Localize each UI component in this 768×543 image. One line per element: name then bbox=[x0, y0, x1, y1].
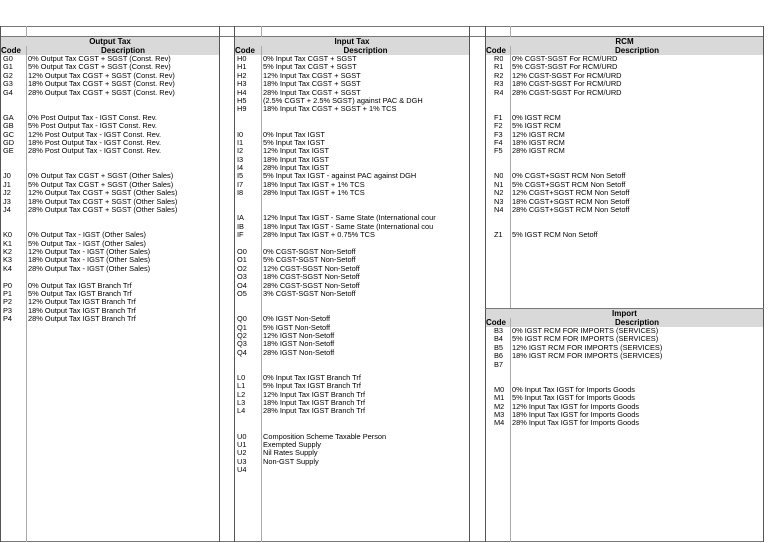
tax-code bbox=[237, 424, 247, 432]
col-border bbox=[510, 26, 511, 542]
tax-code: O3 bbox=[237, 273, 247, 282]
tax-code: O4 bbox=[237, 281, 247, 290]
tax-code: F2 bbox=[494, 122, 503, 131]
tax-description: 28% Output Tax IGST Branch Trf bbox=[28, 315, 136, 324]
tax-code: K0 bbox=[3, 231, 13, 240]
tax-code: U0 bbox=[237, 432, 247, 441]
tax-code bbox=[237, 365, 247, 373]
input-tax-title: Input Tax bbox=[235, 37, 469, 46]
tax-description: 12% Post Output Tax - IGST Const. Rev. bbox=[28, 130, 162, 139]
tax-code: N2 bbox=[494, 189, 504, 198]
tax-code: I3 bbox=[237, 155, 244, 164]
tax-description: 5% Input Tax IGST for Imports Goods bbox=[512, 394, 635, 403]
tax-description: 18% IGST RCM FOR IMPORTS (SERVICES) bbox=[512, 352, 663, 361]
tax-code: L0 bbox=[237, 373, 246, 382]
tax-code: F1 bbox=[494, 113, 503, 122]
tax-description: 12% CGST-SGST Non-Setoff bbox=[263, 264, 360, 273]
tax-code: Q0 bbox=[237, 315, 247, 324]
tax-code: J2 bbox=[3, 189, 11, 198]
tax-code: H1 bbox=[237, 63, 247, 72]
tax-description: 28% CGST-SGST Non-Setoff bbox=[263, 281, 360, 290]
tax-description bbox=[263, 114, 468, 122]
tax-description bbox=[263, 424, 468, 432]
rcm-code-header: Code bbox=[486, 46, 510, 55]
tax-description: 0% IGST RCM bbox=[512, 113, 561, 122]
tax-code bbox=[3, 105, 14, 113]
tax-description: 12% Input Tax IGST Branch Trf bbox=[263, 390, 366, 399]
tax-code: M2 bbox=[494, 402, 505, 411]
col-border bbox=[469, 26, 470, 542]
tax-code: I7 bbox=[237, 180, 244, 189]
tax-code: U1 bbox=[237, 440, 247, 449]
tax-description bbox=[512, 97, 762, 105]
tax-description: 0% Output Tax CGST + SGST (Const. Rev) bbox=[28, 55, 171, 63]
tax-description: 5% IGST RCM bbox=[512, 122, 561, 131]
tax-description: 5% IGST RCM Non Setoff bbox=[512, 231, 598, 240]
tax-code: Q4 bbox=[237, 348, 247, 357]
tax-description: 28% Output Tax CGST + SGST (Other Sales) bbox=[28, 206, 178, 215]
tax-code: P0 bbox=[3, 281, 13, 290]
tax-description: 0% Input Tax IGST for Imports Goods bbox=[512, 385, 635, 394]
tax-code bbox=[237, 240, 247, 248]
tax-code: P1 bbox=[3, 289, 13, 298]
tax-description: 28% Input Tax IGST for Imports Goods bbox=[512, 419, 640, 428]
tax-code: IB bbox=[237, 222, 244, 231]
rcm-title: RCM bbox=[486, 37, 763, 46]
col-border bbox=[26, 26, 27, 542]
tax-description: 18% IGST Non-Setoff bbox=[263, 340, 335, 349]
tax-description: 18% Input Tax CGST + SGST + 1% TCS bbox=[263, 105, 397, 114]
tax-code: R3 bbox=[494, 80, 504, 89]
tax-code: I5 bbox=[237, 172, 244, 181]
tax-description: 0% IGST RCM FOR IMPORTS (SERVICES) bbox=[512, 327, 659, 335]
tax-description: 12% Output Tax CGST + SGST (Const. Rev) bbox=[28, 71, 175, 80]
tax-description: Non-GST Supply bbox=[263, 457, 319, 466]
tax-description: 0% Output Tax IGST Branch Trf bbox=[28, 281, 132, 290]
tax-description: 5% IGST RCM FOR IMPORTS (SERVICES) bbox=[512, 335, 659, 344]
tax-description: 18% Output Tax CGST + SGST (Other Sales) bbox=[28, 197, 178, 206]
tax-code: GC bbox=[3, 130, 15, 139]
tax-description: (2.5% CGST + 2.5% SGST) against PAC & DGH bbox=[263, 96, 423, 105]
tax-description: 18% Output Tax CGST + SGST (Const. Rev) bbox=[28, 80, 175, 89]
tax-description: 12% Input Tax IGST for Imports Goods bbox=[512, 402, 640, 411]
tax-description: 0% Input Tax IGST bbox=[263, 130, 325, 139]
tax-code: L4 bbox=[237, 407, 246, 416]
tax-code: IA bbox=[237, 214, 244, 223]
tax-description: 0% Output Tax - IGST (Other Sales) bbox=[28, 231, 147, 240]
tax-description: 28% Post Output Tax - IGST Const. Rev. bbox=[28, 147, 162, 156]
tax-description: 28% Input Tax IGST + 1% TCS bbox=[263, 189, 365, 198]
tax-code: M4 bbox=[494, 419, 505, 428]
tax-code: U2 bbox=[237, 449, 247, 458]
import-desc-header: Description bbox=[511, 318, 763, 327]
tax-code: GB bbox=[3, 122, 14, 131]
tax-code: R1 bbox=[494, 63, 504, 72]
tax-code: B4 bbox=[494, 335, 504, 344]
tax-description: 12% IGST RCM bbox=[512, 130, 565, 139]
tax-code: N3 bbox=[494, 197, 504, 206]
tax-description: 28% Input Tax IGST bbox=[263, 164, 330, 173]
tax-description: 12% IGST Non-Setoff bbox=[263, 331, 335, 340]
tax-description: 28% CGST-SGST For RCM/URD bbox=[512, 88, 622, 97]
tax-code: R0 bbox=[494, 55, 504, 63]
tax-code: P3 bbox=[3, 306, 13, 315]
tax-code: G1 bbox=[3, 63, 13, 72]
tax-description: 28% CGST+SGST RCM Non Setoff bbox=[512, 206, 630, 215]
tax-code: G3 bbox=[3, 80, 13, 89]
tax-description: 28% Input Tax IGST + 0.75% TCS bbox=[263, 231, 375, 240]
tax-code: G0 bbox=[3, 55, 13, 63]
tax-description: 0% Post Output Tax - IGST Const. Rev. bbox=[28, 113, 157, 122]
tax-code: R4 bbox=[494, 88, 504, 97]
tax-code bbox=[3, 223, 14, 231]
output-desc-column bbox=[28, 55, 218, 324]
tax-code: K3 bbox=[3, 256, 13, 265]
tax-description bbox=[28, 273, 218, 281]
tax-description: 18% Input Tax IGST bbox=[263, 155, 330, 164]
tax-description: 12% Input Tax IGST - Same State (International cour bbox=[263, 214, 436, 223]
tax-code: GD bbox=[3, 138, 15, 147]
input-code-header: Code bbox=[235, 46, 261, 55]
tax-description: 5% Input Tax IGST Branch Trf bbox=[263, 382, 361, 391]
tax-code bbox=[237, 114, 247, 122]
tax-description: 0% CGST+SGST RCM Non Setoff bbox=[512, 172, 626, 181]
tax-description: 3% CGST-SGST Non-Setoff bbox=[263, 289, 356, 298]
tax-description: 5% Output Tax CGST + SGST (Other Sales) bbox=[28, 180, 174, 189]
tax-description bbox=[263, 307, 468, 315]
col-border bbox=[485, 26, 486, 542]
tax-code: I2 bbox=[237, 147, 244, 156]
tax-description bbox=[512, 105, 762, 113]
tax-description: 12% Output Tax - IGST (Other Sales) bbox=[28, 247, 151, 256]
tax-code bbox=[494, 369, 504, 377]
tax-description: 0% Input Tax IGST Branch Trf bbox=[263, 373, 361, 382]
tax-code: B7 bbox=[494, 360, 504, 369]
tax-code: K1 bbox=[3, 239, 13, 248]
input-code-column bbox=[237, 55, 247, 475]
tax-code: B5 bbox=[494, 343, 504, 352]
tax-code: R2 bbox=[494, 71, 504, 80]
tax-code: GE bbox=[3, 147, 14, 156]
tax-description bbox=[512, 361, 762, 369]
tax-code: P4 bbox=[3, 315, 13, 324]
col-border bbox=[261, 26, 262, 542]
tax-code: L2 bbox=[237, 390, 246, 399]
tax-code bbox=[494, 377, 504, 385]
tax-description: 5% CGST-SGST For RCM/URD bbox=[512, 63, 618, 72]
tax-description: 12% IGST RCM FOR IMPORTS (SERVICES) bbox=[512, 343, 663, 352]
tax-code: K2 bbox=[3, 247, 13, 256]
tax-description: Exempted Supply bbox=[263, 440, 321, 449]
col-border bbox=[0, 26, 1, 542]
tax-description bbox=[263, 206, 468, 214]
tax-description: 18% Post Output Tax - IGST Const. Rev. bbox=[28, 138, 162, 147]
tax-code: Q3 bbox=[237, 340, 247, 349]
tax-description bbox=[512, 156, 762, 164]
tax-description bbox=[512, 377, 762, 385]
tax-description bbox=[263, 198, 468, 206]
tax-code bbox=[237, 122, 247, 130]
tax-code: H4 bbox=[237, 88, 247, 97]
tax-description: 12% Output Tax CGST + SGST (Other Sales) bbox=[28, 189, 178, 198]
tax-description: 5% Output Tax - IGST (Other Sales) bbox=[28, 239, 147, 248]
tax-code: B3 bbox=[494, 327, 504, 335]
tax-code bbox=[494, 164, 503, 172]
tax-code bbox=[494, 105, 503, 113]
tax-code bbox=[3, 214, 14, 222]
tax-code bbox=[237, 307, 247, 315]
tax-description: 0% Input Tax CGST + SGST bbox=[263, 55, 357, 63]
tax-code bbox=[3, 156, 14, 164]
tax-description: 28% Input Tax IGST Branch Trf bbox=[263, 407, 366, 416]
tax-code: Z1 bbox=[494, 231, 503, 240]
tax-code: IF bbox=[237, 231, 244, 240]
tax-description bbox=[512, 223, 762, 231]
tax-code: H5 bbox=[237, 96, 247, 105]
tax-description bbox=[512, 164, 762, 172]
tax-code: N4 bbox=[494, 206, 504, 215]
tax-description: 12% CGST-SGST For RCM/URD bbox=[512, 71, 622, 80]
tax-code: O1 bbox=[237, 256, 247, 265]
import-code-column bbox=[494, 327, 504, 428]
import-desc-column bbox=[512, 327, 762, 428]
tax-code bbox=[237, 298, 247, 306]
tax-description bbox=[512, 369, 762, 377]
gst-tax-code-sheet bbox=[0, 26, 764, 542]
tax-code: Q1 bbox=[237, 323, 247, 332]
rcm-code-column bbox=[494, 55, 503, 240]
tax-description: 5% Input Tax IGST - against PAC against DGH bbox=[263, 172, 417, 181]
import-code-header: Code bbox=[486, 318, 510, 327]
output-desc-header: Description bbox=[27, 46, 219, 55]
sheet-bottom-border bbox=[0, 541, 764, 542]
tax-description: 5% Output Tax CGST + SGST (Const. Rev) bbox=[28, 63, 171, 72]
tax-code bbox=[494, 223, 503, 231]
input-desc-header: Description bbox=[262, 46, 469, 55]
tax-code: L3 bbox=[237, 399, 246, 408]
output-code-column bbox=[3, 55, 14, 324]
tax-description bbox=[28, 164, 218, 172]
tax-description: 18% CGST-SGST Non-Setoff bbox=[263, 273, 360, 282]
tax-description: 18% Input Tax IGST - Same State (International cou bbox=[263, 222, 434, 231]
tax-code: I8 bbox=[237, 189, 244, 198]
tax-description: 5% IGST Non-Setoff bbox=[263, 323, 331, 332]
tax-code: F5 bbox=[494, 147, 503, 156]
tax-code bbox=[494, 97, 503, 105]
tax-code: B6 bbox=[494, 352, 504, 361]
tax-description bbox=[263, 298, 468, 306]
tax-code: G4 bbox=[3, 88, 13, 97]
tax-description: 0% Output Tax CGST + SGST (Other Sales) bbox=[28, 172, 174, 181]
tax-code: F3 bbox=[494, 130, 503, 139]
tax-code: P2 bbox=[3, 298, 13, 307]
tax-code: L1 bbox=[237, 382, 246, 391]
tax-description: 18% Input Tax IGST Branch Trf bbox=[263, 399, 366, 408]
tax-description: 5% Input Tax IGST bbox=[263, 138, 325, 147]
tax-description: 18% Output Tax IGST Branch Trf bbox=[28, 306, 136, 315]
tax-description: 28% Output Tax CGST + SGST (Const. Rev) bbox=[28, 88, 175, 97]
tax-description: 5% Input Tax CGST + SGST bbox=[263, 63, 357, 72]
tax-description: 18% Input Tax IGST for Imports Goods bbox=[512, 410, 640, 419]
tax-code: H2 bbox=[237, 71, 247, 80]
tax-description: 12% Output Tax IGST Branch Trf bbox=[28, 298, 136, 307]
tax-description bbox=[263, 365, 468, 373]
tax-code bbox=[237, 206, 247, 214]
input-desc-column bbox=[263, 55, 468, 475]
tax-description bbox=[263, 122, 468, 130]
tax-code: G2 bbox=[3, 71, 13, 80]
tax-code: H0 bbox=[237, 55, 247, 63]
tax-description: 28% IGST RCM bbox=[512, 147, 565, 156]
tax-code bbox=[3, 164, 14, 172]
sheet-top-border bbox=[0, 26, 764, 27]
tax-code: O5 bbox=[237, 289, 247, 298]
output-tax-title: Output Tax bbox=[1, 37, 219, 46]
tax-description bbox=[28, 214, 218, 222]
tax-description: 18% Output Tax - IGST (Other Sales) bbox=[28, 256, 151, 265]
tax-code: M3 bbox=[494, 410, 505, 419]
tax-code: M1 bbox=[494, 394, 505, 403]
tax-description bbox=[28, 156, 218, 164]
tax-description: 5% Output Tax IGST Branch Trf bbox=[28, 289, 132, 298]
tax-code bbox=[237, 416, 247, 424]
tax-description: 28% Input Tax CGST + SGST bbox=[263, 88, 361, 97]
tax-code bbox=[3, 97, 14, 105]
tax-description: 18% CGST+SGST RCM Non Setoff bbox=[512, 197, 630, 206]
tax-description: 5% CGST-SGST Non-Setoff bbox=[263, 256, 356, 265]
tax-description bbox=[263, 357, 468, 365]
rcm-desc-column bbox=[512, 55, 762, 240]
tax-code: I0 bbox=[237, 130, 244, 139]
tax-code: N0 bbox=[494, 172, 504, 181]
tax-code bbox=[494, 214, 503, 222]
tax-description: 18% Input Tax CGST + SGST bbox=[263, 80, 361, 89]
tax-code bbox=[237, 198, 247, 206]
tax-description: 18% CGST-SGST For RCM/URD bbox=[512, 80, 622, 89]
tax-code: O2 bbox=[237, 264, 247, 273]
tax-description bbox=[263, 240, 468, 248]
tax-description: Nil Rates Supply bbox=[263, 449, 318, 458]
tax-code: U3 bbox=[237, 457, 247, 466]
tax-description bbox=[263, 466, 468, 474]
col-border bbox=[763, 26, 764, 542]
tax-description bbox=[28, 223, 218, 231]
tax-code: I4 bbox=[237, 164, 244, 173]
tax-code bbox=[3, 273, 14, 281]
tax-code: U4 bbox=[237, 466, 247, 475]
tax-code bbox=[494, 156, 503, 164]
tax-code: H9 bbox=[237, 105, 247, 114]
tax-code: M0 bbox=[494, 385, 505, 394]
tax-code: I1 bbox=[237, 138, 244, 147]
tax-code: J1 bbox=[3, 180, 11, 189]
tax-description: 0% CGST-SGST For RCM/URD bbox=[512, 55, 618, 63]
tax-description: 18% IGST RCM bbox=[512, 138, 565, 147]
tax-code: J3 bbox=[3, 197, 11, 206]
tax-description bbox=[28, 97, 218, 105]
tax-description: 18% Input Tax IGST + 1% TCS bbox=[263, 180, 365, 189]
tax-code: J0 bbox=[3, 172, 11, 181]
tax-description: 28% IGST Non-Setoff bbox=[263, 348, 335, 357]
tax-description: 28% Output Tax - IGST (Other Sales) bbox=[28, 264, 151, 273]
tax-code: K4 bbox=[3, 264, 13, 273]
tax-description: 12% Input Tax CGST + SGST bbox=[263, 71, 361, 80]
output-code-header: Code bbox=[1, 46, 26, 55]
tax-description: 12% CGST+SGST RCM Non Setoff bbox=[512, 189, 630, 198]
tax-code: Q2 bbox=[237, 331, 247, 340]
tax-code: O0 bbox=[237, 247, 247, 256]
tax-description: 0% CGST-SGST Non-Setoff bbox=[263, 247, 356, 256]
rcm-desc-header: Description bbox=[511, 46, 763, 55]
tax-code: F4 bbox=[494, 138, 503, 147]
tax-description: Composition Scheme Taxable Person bbox=[263, 432, 387, 441]
tax-description bbox=[263, 416, 468, 424]
tax-code: N1 bbox=[494, 180, 504, 189]
col-border bbox=[219, 26, 220, 542]
import-title: Import bbox=[486, 309, 763, 318]
tax-code: J4 bbox=[3, 206, 11, 215]
tax-description: 0% IGST Non-Setoff bbox=[263, 315, 331, 324]
tax-description bbox=[512, 214, 762, 222]
tax-description: 12% Input Tax IGST bbox=[263, 147, 330, 156]
tax-code bbox=[237, 357, 247, 365]
tax-code: H3 bbox=[237, 80, 247, 89]
tax-code: GA bbox=[3, 113, 14, 122]
tax-description: 5% Post Output Tax - IGST Const. Rev. bbox=[28, 122, 157, 131]
tax-description: 5% CGST+SGST RCM Non Setoff bbox=[512, 180, 626, 189]
col-border bbox=[234, 26, 235, 542]
tax-description bbox=[28, 105, 218, 113]
